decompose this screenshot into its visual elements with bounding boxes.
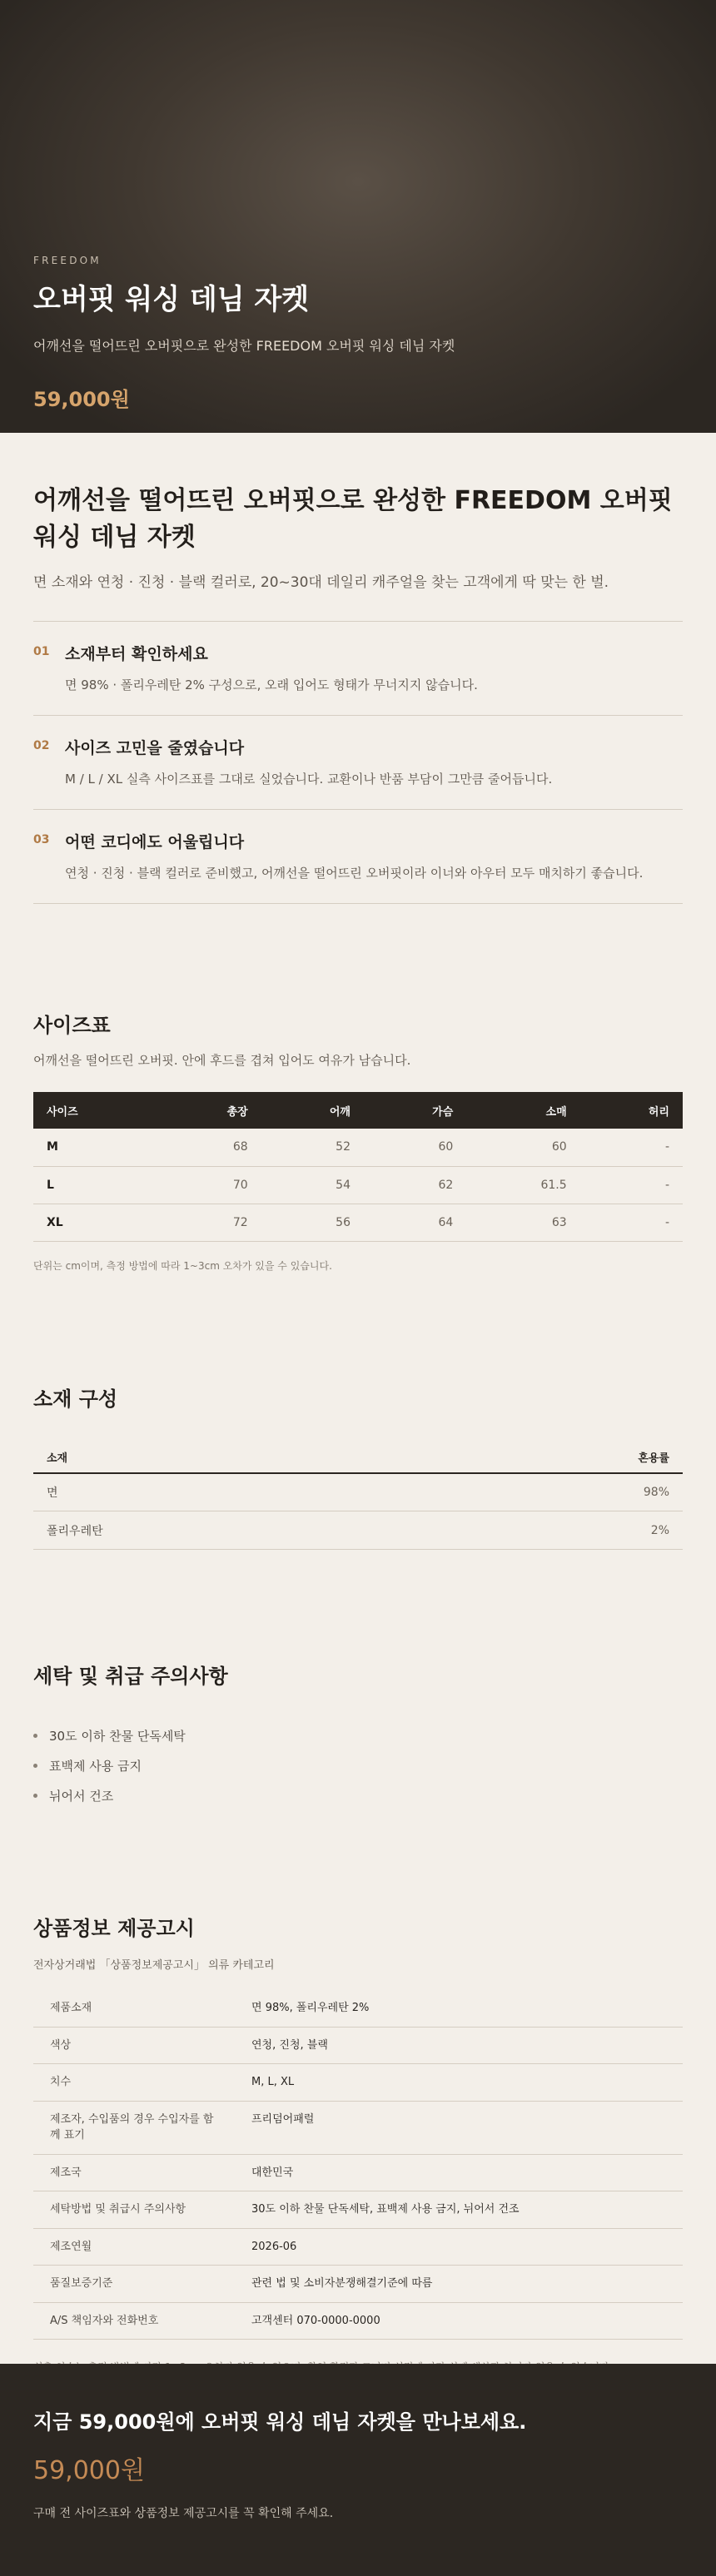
size-chart-note: 단위는 cm이며, 측정 방법에 따라 1~3cm 오차가 있을 수 있습니다. — [33, 1259, 332, 1272]
feature-title: 소재부터 확인하세요 — [65, 645, 208, 663]
table-row — [33, 2101, 683, 2154]
table-row — [33, 2027, 683, 2064]
notice-value: 연청, 진청, 블랙 — [235, 2027, 683, 2064]
bullet-icon — [33, 1734, 37, 1738]
table-row — [33, 2064, 683, 2102]
size-cell: 62 — [364, 1166, 466, 1204]
feature-item — [33, 810, 683, 904]
intro-lead: 면 소재와 연청 · 진청 · 블랙 컬러로, 20~30대 데일리 캐주얼을 찾는 고객에게 딱 맞는 한 벌. — [33, 574, 609, 591]
notice-table — [33, 1990, 683, 2340]
care-section — [0, 1550, 716, 1810]
material-table-header — [33, 1442, 683, 1473]
table-row — [33, 2266, 683, 2303]
care-title: 세탁 및 취급 주의사항 — [33, 1665, 228, 1688]
notice-value: 30도 이하 찬물 단독세탁, 표백제 사용 금지, 뉘어서 건조 — [235, 2191, 683, 2229]
size-cell: - — [580, 1166, 683, 1204]
intro-heading: 어깨선을 떨어뜨린 오버핏으로 완성한 FREEDOM 오버핏 워싱 데님 자켓 — [33, 486, 673, 552]
notice-value: M, L, XL — [235, 2064, 683, 2102]
feature-desc: 면 98% · 폴리우레탄 2% 구성으로, 오래 입어도 형태가 무너지지 않습니다. — [65, 678, 478, 692]
table-row — [33, 1511, 683, 1550]
size-cell: 52 — [261, 1129, 364, 1166]
feature-desc: M / L / XL 실측 사이즈표를 그대로 실었습니다. 교환이나 반품 부담이 그만큼 줄어듭니다. — [65, 772, 553, 787]
table-row — [33, 1204, 683, 1241]
cta-note: 구매 전 사이즈표와 상품정보 제공고시를 꼭 확인해 주세요. — [33, 2507, 334, 2520]
material-ratio: 98% — [415, 1473, 683, 1511]
notice-key: 색상 — [33, 2027, 235, 2064]
material-header-cell: 혼용률 — [415, 1442, 683, 1473]
table-row — [33, 1473, 683, 1511]
list-item — [33, 1720, 683, 1750]
size-header-cell: 총장 — [226, 1105, 248, 1119]
feature-number: 01 — [33, 645, 50, 658]
care-list — [33, 1720, 683, 1810]
table-row — [33, 1166, 683, 1204]
hero-price: 59,000원 — [33, 387, 130, 411]
hero-brand: FREEDOM — [33, 255, 102, 266]
feature-list — [33, 621, 683, 904]
size-table — [33, 1092, 683, 1242]
feature-item — [33, 622, 683, 716]
notice-key: 품질보증기준 — [33, 2266, 235, 2303]
material-name: 폴리우레탄 — [33, 1511, 415, 1550]
table-row — [33, 1990, 683, 2027]
list-item — [33, 1750, 683, 1780]
size-table-header — [33, 1092, 683, 1129]
cta-price: 59,000원 — [33, 2456, 145, 2485]
notice-key: 제품소재 — [33, 1990, 235, 2027]
care-item-text: 30도 이하 찬물 단독세탁 — [49, 1728, 186, 1744]
table-row — [33, 2191, 683, 2229]
table-row — [33, 1129, 683, 1166]
feature-number: 03 — [33, 833, 50, 846]
material-section — [0, 1273, 716, 1551]
material-ratio: 2% — [415, 1511, 683, 1550]
table-row — [33, 2154, 683, 2191]
size-chart-title: 사이즈표 — [33, 1014, 111, 1037]
size-chart-section — [0, 904, 716, 1273]
care-item-text: 뉘어서 건조 — [49, 1788, 114, 1804]
size-cell: 72 — [158, 1204, 261, 1241]
notice-key: 치수 — [33, 2064, 235, 2102]
hero-subtitle: 어깨선을 떨어뜨린 오버핏으로 완성한 FREEDOM 오버핏 워싱 데님 자켓 — [33, 337, 455, 354]
size-cell: 54 — [261, 1166, 364, 1204]
notice-key: A/S 책임자와 전화번호 — [33, 2302, 235, 2340]
size-cell: 61.5 — [466, 1166, 579, 1204]
material-header-cell: 소재 — [33, 1442, 415, 1473]
size-header-cell: 허리 — [648, 1105, 669, 1119]
size-header-cell: 사이즈 — [47, 1105, 78, 1119]
size-cell: - — [580, 1204, 683, 1241]
size-cell: 68 — [158, 1129, 261, 1166]
size-header-cell: 가슴 — [432, 1105, 454, 1119]
product-notice-section — [0, 1810, 716, 2374]
hero-banner — [0, 0, 716, 433]
size-cell: - — [580, 1129, 683, 1166]
bullet-icon — [33, 1794, 37, 1798]
notice-value: 2026-06 — [235, 2228, 683, 2266]
size-cell: 70 — [158, 1166, 261, 1204]
material-table — [33, 1442, 683, 1551]
feature-desc: 연청 · 진청 · 블랙 컬러로 준비했고, 어깨선을 떨어뜨린 오버핏이라 이너와 아우터 모두 매치하기 좋습니다. — [65, 866, 644, 881]
notice-key: 세탁방법 및 취급시 주의사항 — [33, 2191, 235, 2229]
notice-key: 제조국 — [33, 2154, 235, 2191]
notice-value: 관련 법 및 소비자분쟁해결기준에 따름 — [235, 2266, 683, 2303]
size-cell: XL — [33, 1204, 158, 1241]
size-cell: M — [33, 1129, 158, 1166]
notice-value: 프리덤어패럴 — [235, 2101, 683, 2154]
notice-title: 상품정보 제공고시 — [33, 1917, 195, 1940]
size-cell: L — [33, 1166, 158, 1204]
notice-subtitle: 전자상거래법 「상품정보제공고시」 의류 카테고리 — [33, 1959, 275, 1972]
intro-section — [0, 433, 716, 904]
feature-number: 02 — [33, 739, 50, 752]
notice-key: 제조자, 수입품의 경우 수입자를 함께 표기 — [33, 2101, 235, 2154]
bullet-icon — [33, 1764, 37, 1768]
size-header-cell: 소매 — [545, 1105, 567, 1119]
feature-item — [33, 716, 683, 810]
size-cell: 56 — [261, 1204, 364, 1241]
feature-title: 어떤 코디에도 어울립니다 — [65, 833, 245, 851]
size-cell: 60 — [466, 1129, 579, 1166]
hero-content — [33, 255, 683, 412]
notice-value: 대한민국 — [235, 2154, 683, 2191]
size-cell: 63 — [466, 1204, 579, 1241]
size-cell: 64 — [364, 1204, 466, 1241]
material-title: 소재 구성 — [33, 1387, 118, 1411]
table-row — [33, 2302, 683, 2340]
size-cell: 60 — [364, 1129, 466, 1166]
notice-key: 제조연월 — [33, 2228, 235, 2266]
hero-title: 오버핏 워싱 데님 자켓 — [33, 283, 310, 316]
material-name: 면 — [33, 1473, 415, 1511]
table-row — [33, 2228, 683, 2266]
cta-banner — [0, 2364, 716, 2576]
notice-value: 고객센터 070-0000-0000 — [235, 2302, 683, 2340]
list-item — [33, 1780, 683, 1810]
feature-title: 사이즈 고민을 줄였습니다 — [65, 739, 245, 757]
size-header-cell: 어깨 — [329, 1105, 351, 1119]
notice-value: 면 98%, 폴리우레탄 2% — [235, 1990, 683, 2027]
cta-title: 지금 59,000원에 오버핏 워싱 데님 자켓을 만나보세요. — [33, 2410, 527, 2434]
size-chart-subtitle: 어깨선을 떨어뜨린 오버핏. 안에 후드를 겹쳐 입어도 여유가 남습니다. — [33, 1053, 411, 1068]
care-item-text: 표백제 사용 금지 — [49, 1758, 142, 1774]
